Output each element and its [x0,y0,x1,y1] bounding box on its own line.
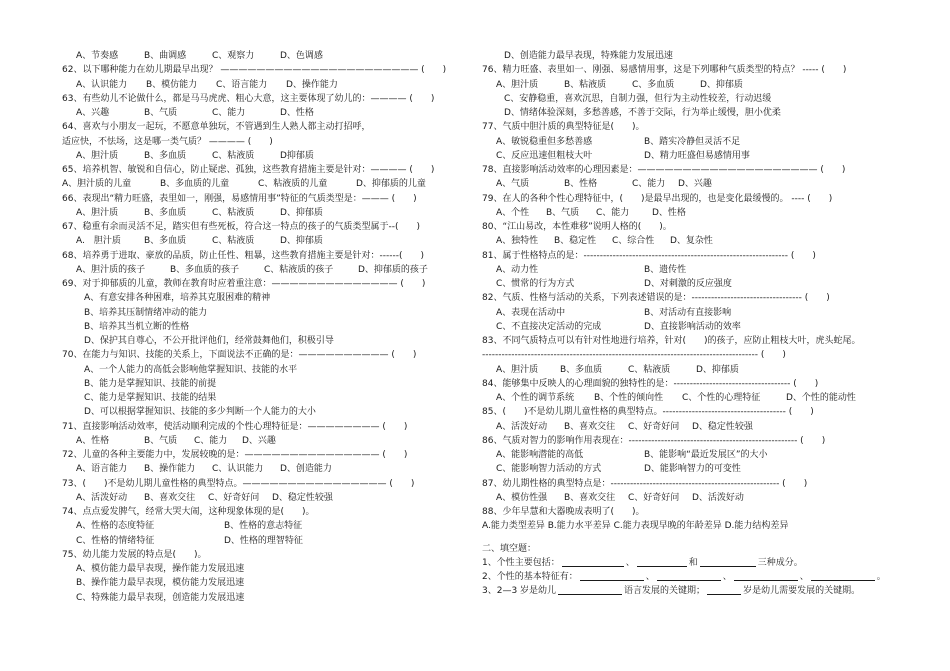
answer-option: B、喜欢交往 [144,492,196,503]
answer-option: D、抑郁质 [696,364,739,375]
question-line: 73、( )不是幼儿期儿童性格的典型特点。———————————————— ( ) [62,478,415,489]
question-text: 岁是幼儿需要发展的关键期。 [743,586,861,597]
answer-option: A、气质 [496,179,530,190]
answer-option: D、能影响智力的可变性 [644,464,741,475]
question-line: 68、培养勇于进取、豪放的品质，防止任性、粗暴，这些教育措施主要是针对：------( ) [62,250,424,261]
question-line: 64、喜欢与小朋友一起玩，不愿意单独玩，不管遇到生人熟人都主动打招呼， [62,122,371,133]
answer-options [482,391,902,405]
answer-option: B、喜欢交往 [564,492,616,503]
answer-option: D、操作能力 [286,79,338,90]
question-line: 79、在人的各种个性心理特征中，( )是最早出现的，也是变化最缓慢的。 ---- ( ) [482,193,833,204]
question-line: 84、能够集中反映人的心理面貌的独特性的是：------------------------------------ ( ) [482,378,819,389]
question-line: 86、气质对智力的影响作用表现在：---------------------------------------------------- ( ) [482,435,826,446]
answer-option: A、兴趣 [76,108,110,118]
answer-option: C、粘液质 [212,150,255,161]
question-line: 87、幼儿期性格的典型特点是：---------------------------------------------------- ( ) [482,478,808,489]
question-line: B、操作能力最早表现，模仿能力发展迅速 [76,578,245,589]
question-line: 65、培养机智、敏锐和自信心，防止疑虑、孤独，这些教育措施主要是针对：———— ( ) [62,165,435,175]
answer-option: D、抑郁质的儿童 [356,179,426,190]
answer-option: D、兴趣 [242,435,276,446]
answer-options [482,363,902,377]
answer-option: B、气质 [546,207,580,218]
question-text: 、 [799,572,809,582]
answer-blank[interactable] [637,556,687,567]
question-text: 三种成分。 [757,557,803,568]
answer-option: B、多血质 [144,236,187,247]
answer-option: A、语言能力 [76,464,128,475]
answer-option: B、性格 [564,179,598,190]
answer-option: D、抑郁质 [280,207,323,218]
answer-option: B、多血质的儿童 [160,179,230,190]
answer-option: A、胆汁质 [496,79,539,90]
answer-options [482,206,902,220]
question-line: A、一个人能力的高低会影响他掌握知识、技能的水平 [84,364,298,375]
answer-option: A、模仿性强 [496,492,548,503]
question-line: 80、“江山易改，本性难移”说明人格的( )。 [482,222,672,232]
answer-option: D、性格的理智特征 [224,535,303,546]
answer-options [482,135,902,149]
question-text: 2、个性的基本特征有： [482,572,578,582]
answer-options [62,491,467,505]
answer-options [482,234,902,248]
question-text: 。 [876,572,886,582]
fill-blank-question [482,584,902,598]
question-line: C、安静稳重，喜欢沉思，自制力强，但行为主动性较差，行动迟缓 [504,93,772,104]
answer-options [62,462,467,476]
answer-option: C、不直接决定活动的完成 [496,321,602,332]
question-text: 、 [625,557,635,568]
answer-option: A、能影响潜能的高低 [496,450,584,460]
answer-option: B、个性的倾向性 [594,393,664,403]
answer-option: C、观察力 [212,51,255,61]
answer-option: C、好奇好问 [628,421,680,432]
answer-options [482,448,902,462]
question-line: 62、以下哪种能力在幼儿期最早出现？ —————————————————————— ( ) [62,65,447,76]
question-line: D、创造能力最早表现，特殊能力发展迅速 [504,51,673,61]
question-line: 77、气质中胆汁质的典型特征是( )。 [482,122,645,133]
answer-option: D、创造能力 [280,464,332,475]
question-line: 88、少年早慧和大器晚成表明了( )。 [482,507,645,517]
question-line: 72、儿童的各种主要能力中，发展较晚的是：——————————————— ( ) [62,450,408,460]
question-line: 71、直接影响活动效率，使活动顺利完成的个性心理特征是：———————— ( ) [62,421,408,432]
question-line: A.能力类型差异 B.能力水平差异 C.能力表现早晚的年龄差异 D.能力结构差异 [482,521,789,532]
answer-option: A、胆汁质 [76,207,119,218]
question-line: B、培养其当机立断的性格 [84,321,190,332]
fill-blank-question [482,570,902,584]
answer-option: B、性格的意志特征 [224,521,303,532]
question-line: A、有意安排各种困难，培养其克服困难的精神 [84,293,271,304]
question-line: D、可以根据掌握知识、技能的多少判断一个人能力的大小 [84,407,316,418]
question-line: 82、气质、性格与活动的关系，下列表述错误的是：---------------------------------- ( ) [482,293,830,304]
answer-option: A、胆汁质的孩子 [76,264,146,275]
answer-option: D抑郁质 [280,150,314,161]
answer-option: B、多血质的孩子 [170,264,240,275]
question-line: 66、表现出“精力旺盛，表里如一，刚强，易感情用事”特征的气质类型是：——— ( ) [62,193,417,204]
answer-option: C、认识能力 [212,464,264,475]
answer-option: A. 胆汁质 [76,236,121,247]
answer-options [482,149,902,163]
answer-option: C、性格的情绪特征 [76,535,155,546]
answer-option: C、能力 [632,179,666,190]
answer-option: B、能影响“最近发展区”的大小 [644,450,768,460]
question-line: 83、不同气质特点可以有针对性地进行培养，针对( )的孩子，应防止粗枝大叶，虎头蛇尾。 [482,336,861,346]
answer-option: A、敏锐稳重但多愁善感 [496,136,593,147]
answer-option: C、能力 [212,108,246,118]
answer-option: B、多血质 [144,207,187,218]
answer-options [62,206,467,220]
question-line: A、模仿能力最早表现，操作能力发展迅速 [76,564,245,574]
answer-option: A、胆汁质 [496,364,539,375]
answer-option: A、胆汁质 [76,150,119,161]
answer-option: D、直接影响活动的效率 [644,321,741,332]
answer-option: A、节奏感 [76,51,119,61]
answer-option: B、多血质 [144,150,187,161]
answer-options [62,78,467,92]
answer-option: C、粘液质 [212,207,255,218]
question-line: 75、幼儿能力发展的特点是( )。 [62,549,207,560]
answer-options [482,277,902,291]
answer-option: A、个性的调节系统 [496,393,575,403]
question-line: C、特殊能力最早表现，创造能力发展迅速 [76,592,245,603]
answer-options [62,49,467,63]
answer-option: B、粘液质 [564,79,607,90]
fill-blank-question [482,556,902,570]
answer-options [482,78,902,92]
answer-option: D、抑郁质的孩子 [358,264,428,275]
answer-option: B、喜欢交往 [564,421,616,432]
answer-option: D、个性的能动性 [786,393,856,403]
question-line: 二、填空题： [482,543,537,554]
answer-option: C、能力 [596,207,630,218]
question-line: ------------------------------------------------------------------------------------- ( ) [482,350,786,361]
answer-option: C、好奇好问 [208,492,260,503]
answer-options [62,534,467,548]
answer-options [62,434,467,448]
answer-option: A、活泼好动 [76,492,128,503]
question-text: 3、2—3 岁是幼儿 [482,586,557,597]
answer-options [62,177,467,191]
answer-option: C、惯常的行为方式 [496,279,575,289]
answer-option: D、活泼好动 [692,492,744,503]
answer-option: A、性格的态度特征 [76,521,155,532]
answer-option: C、粘液质 [628,364,671,375]
question-line: 69、对于抑郁质的儿童，教师在教育时应着重注意：—————————————— ( ) [62,279,426,289]
answer-options [62,234,467,248]
answer-option: A、活泼好动 [496,421,548,432]
answer-option: B、对活动有直接影响 [644,307,732,318]
answer-options [62,263,467,277]
answer-option: D、性格 [280,108,314,118]
answer-blank[interactable] [562,556,624,567]
answer-option: C、多血质 [632,79,675,90]
answer-option: C、粘液质的孩子 [264,264,334,275]
right-column [482,49,902,599]
answer-option: D、稳定性较强 [272,492,333,503]
answer-option: B、踏实冷静但灵活不足 [644,136,741,147]
answer-option: A、胆汁质的儿童 [62,179,132,190]
answer-option: D、性格 [652,207,686,218]
answer-option: B、稳定性 [554,236,597,247]
answer-option: C、反应迅速但粗枝大叶 [496,150,593,161]
answer-options [482,263,902,277]
question-line: 76、精力旺盛、表里如一、刚强、易感情用事，这是下列哪种气质类型的特点？ ----- ( ) [482,65,847,76]
answer-option: C、能影响智力活动的方式 [496,464,602,475]
question-line: 适应快，不怯场，这是哪一类气质？ ———— ( ) [62,136,273,147]
answer-options [482,462,902,476]
question-line: C、能力是掌握知识、技能的结果 [84,393,217,403]
question-line: 74、点点爱发脾气，经常大哭大闹，这种现象体现的是( )。 [62,507,315,517]
answer-options [482,491,902,505]
left-column [62,49,467,605]
answer-options [482,177,902,191]
answer-option: D、抑郁质 [700,79,743,90]
question-line: 63、有些幼儿不论做什么，都是马马虎虎、粗心大意，这主要体现了幼儿的：———— ( ) [62,93,435,104]
answer-option: D、复杂性 [670,236,713,247]
answer-option: B、气质 [144,435,178,446]
answer-option: B、模仿能力 [146,79,198,90]
answer-option: A、动力性 [496,264,539,275]
answer-blank[interactable] [558,584,622,595]
answer-option: B、遗传性 [644,264,687,275]
answer-option: D、抑郁质 [280,236,323,247]
question-line: 78、直接影响活动效率的心理因素是：———————————————————— ( ) [482,165,846,175]
question-text: 、 [722,572,732,582]
question-text: 1、个性主要包括： [482,557,560,568]
answer-option: C、粘液质 [212,236,255,247]
question-line: 67、稳重有余而灵活不足，踏实但有些死板，符合这一特点的孩子的气质类型属于--( ) [62,222,420,232]
question-line: 70、在能力与知识、技能的关系上，下面说法不正确的是：—————————— ( ) [62,350,417,361]
answer-option: D、兴趣 [678,179,712,190]
answer-option: C、个性的心理特征 [682,393,761,403]
answer-option: C、语言能力 [216,79,268,90]
answer-options [62,519,467,533]
answer-blank[interactable] [580,570,644,581]
answer-option: D、对刺激的反应强度 [644,279,732,289]
spacer [482,534,902,542]
question-line: D、情绪体验深刻，多愁善感，不善于交际，行为举止缓慢，胆小优柔 [504,108,781,118]
answer-blank[interactable] [811,570,875,581]
question-text: 和 [688,557,698,568]
answer-options [482,320,902,334]
answer-blank[interactable] [707,584,741,595]
answer-options [62,149,467,163]
answer-option: D、精力旺盛但易感情用事 [644,150,750,161]
answer-option: C、好奇好问 [628,492,680,503]
answer-option: C、综合性 [612,236,655,247]
answer-option: B、多血质 [560,364,603,375]
answer-options [482,420,902,434]
answer-option: B、操作能力 [144,464,196,475]
answer-blank[interactable] [734,570,798,581]
question-line: 85、( )不是幼儿期儿童性格的典型特点。-------------------------------------- ( ) [482,407,814,418]
answer-option: D、稳定性较强 [692,421,753,432]
answer-option: B、曲调感 [144,51,187,61]
answer-options [62,106,467,120]
question-line: B、培养其压制情绪冲动的能力 [84,307,208,318]
answer-option: C、粘液质的儿童 [258,179,328,190]
answer-option: A、认识能力 [76,79,128,90]
answer-option: D、色调感 [280,51,323,61]
answer-option: B、气质 [144,108,178,118]
answer-blank[interactable] [657,570,721,581]
answer-option: A、个性 [496,207,530,218]
question-text: 语言发展的关键期； [624,586,706,597]
question-line: D、保护其自尊心，不公开批评他们，经常鼓舞他们，积极引导 [84,336,334,346]
answer-option: A、性格 [76,435,110,446]
question-text: 、 [645,572,655,582]
answer-option: A、独特性 [496,236,539,247]
question-line: 81、属于性格特点的是：--------------------------------------------------------------- ( ) [482,250,816,261]
answer-option: C、能力 [194,435,228,446]
answer-blank[interactable] [700,556,756,567]
question-line: B、能力是掌握知识、技能的前提 [84,378,217,389]
answer-option: A、表现在活动中 [496,307,566,318]
answer-options [482,306,902,320]
